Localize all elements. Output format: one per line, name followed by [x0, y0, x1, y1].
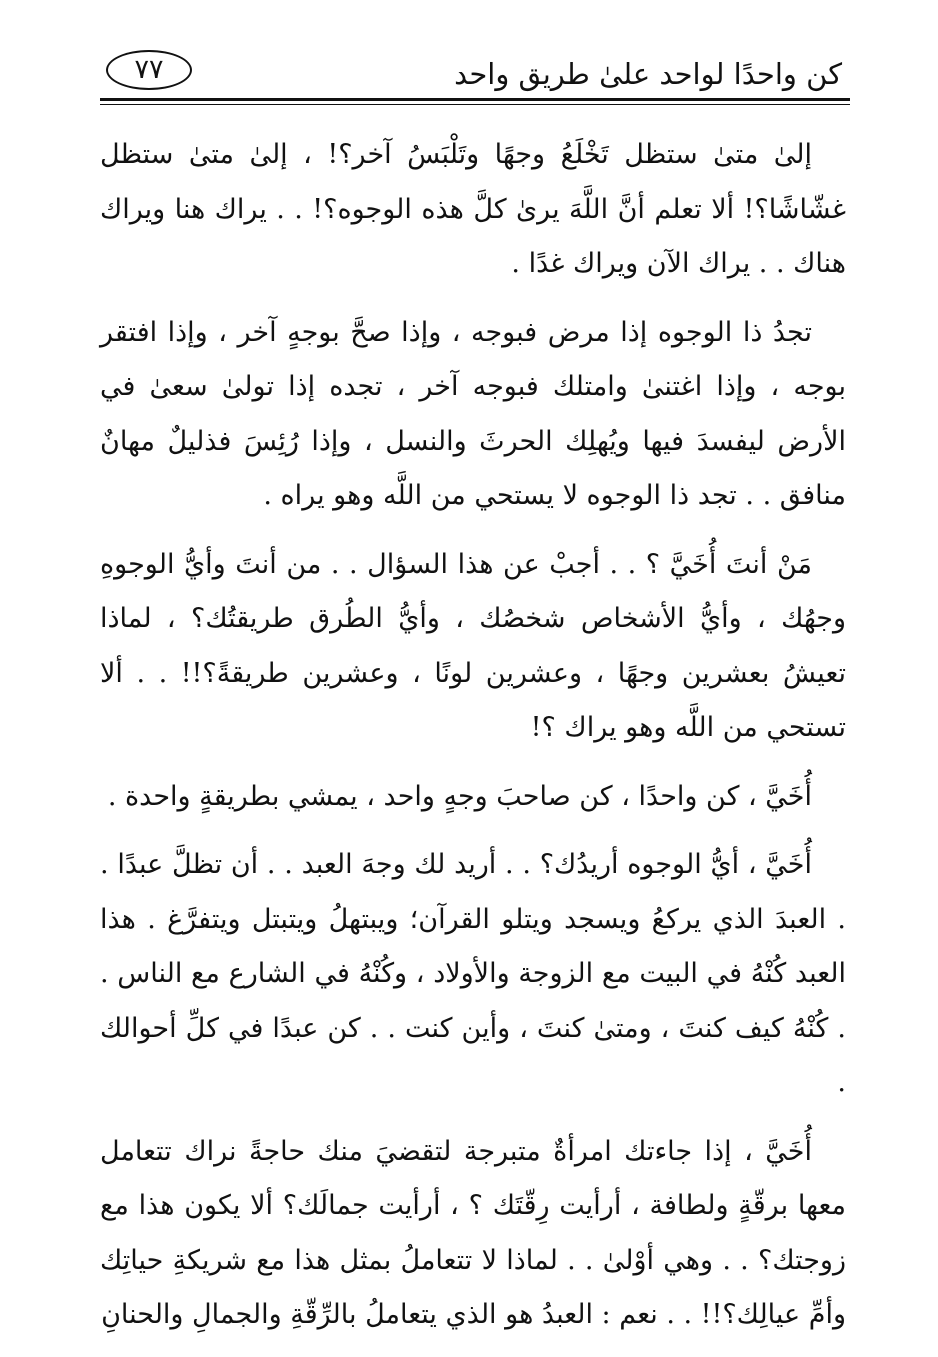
page-number: ٧٧ — [106, 50, 192, 90]
header-rule-thick — [100, 98, 850, 101]
header-rule-thin — [100, 104, 850, 105]
paragraph: أُخَيَّ ، إذا جاءتك امرأةٌ متبرجة لتقضيَ منك حاجةً نراك تتعامل معها برقّةٍ ولطافة ، أرأيت رِقّتَك ؟ ، أرأيت جمالَك؟ ألا يكون هذا مع زوجتك؟ . . وهي أوْلىٰ . . لماذا لا تتعاملُ بمثل هذا مع شريكةِ حياتِك وأمِّ عيالِك؟!! . . نعم : العبدُ هو الذي يتعاملُ بالرِّقّةِ والجمالِ والحنانِ — [100, 1135, 846, 1330]
paragraph: أُخَيَّ ، أيُّ الوجوه أريدُك؟ . . أريد لك وجهَ العبد . . أن تظلَّ عبدًا . . العبدَ الذي يركعُ ويسجد ويتلو القرآن؛ ويبتهلُ ويتبتل ويتفرَّغ . هذا العبد كُنْهُ في البيت مع الزوجة والأولاد ، وكُنْهُ في الشارع مع الناس . . كُنْهُ كيف كنتَ ، ومتىٰ كنتَ ، وأين كنت . . كن عبدًا في كلِّ أحوالك . — [100, 849, 846, 1098]
paragraph: مَنْ أنتَ أُخَيَّ ؟ . . أجبْ عن هذا السؤال . . من أنتَ وأيُّ الوجوهِ وجهُك ، وأيُّ الأشخاص شخصُك ، وأيُّ الطُرق طريقتُك؟ ، لماذا تعيشُ بعشرين وجهًا ، وعشرين لونًا ، وعشرين طريقةً؟!! . . ألا تستحي من اللَّه وهو يراك ؟! — [100, 548, 846, 743]
running-title: كن واحدًا لواحد علىٰ طريق واحد — [454, 57, 842, 91]
paragraph: تجدُ ذا الوجوه إذا مرض فبوجه ، وإذا صحَّ بوجهٍ آخر ، وإذا افتقر بوجه ، وإذا اغتنىٰ وامتلك فبوجه آخر ، تجده إذا تولىٰ سعىٰ في الأرض ليفسدَ فيها ويُهلِك الحرثَ والنسل ، وإذا رُئِسَ فذليلٌ مهانٌ منافق . . تجد ذا الوجوه لا يستحي من اللَّه وهو يراه . — [100, 316, 846, 511]
paragraph: أُخَيَّ ، كن واحدًا ، كن صاحبَ وجهٍ واحد ، يمشي بطريقةٍ واحدة . — [107, 780, 812, 812]
body-text — [100, 128, 846, 1357]
paragraph: إلىٰ متىٰ ستظل تَخْلَعُ وجهًا وتَلْبَسُ آخر؟! ، إلىٰ متىٰ ستظل غشّاشًا؟! ألا تعلم أنَّ اللَّهَ يرىٰ كلَّ هذه الوجوه؟! . . يراك هنا ويراك هناك . . يراك الآن ويراك غدًا . — [100, 139, 846, 279]
page-header — [100, 50, 850, 98]
